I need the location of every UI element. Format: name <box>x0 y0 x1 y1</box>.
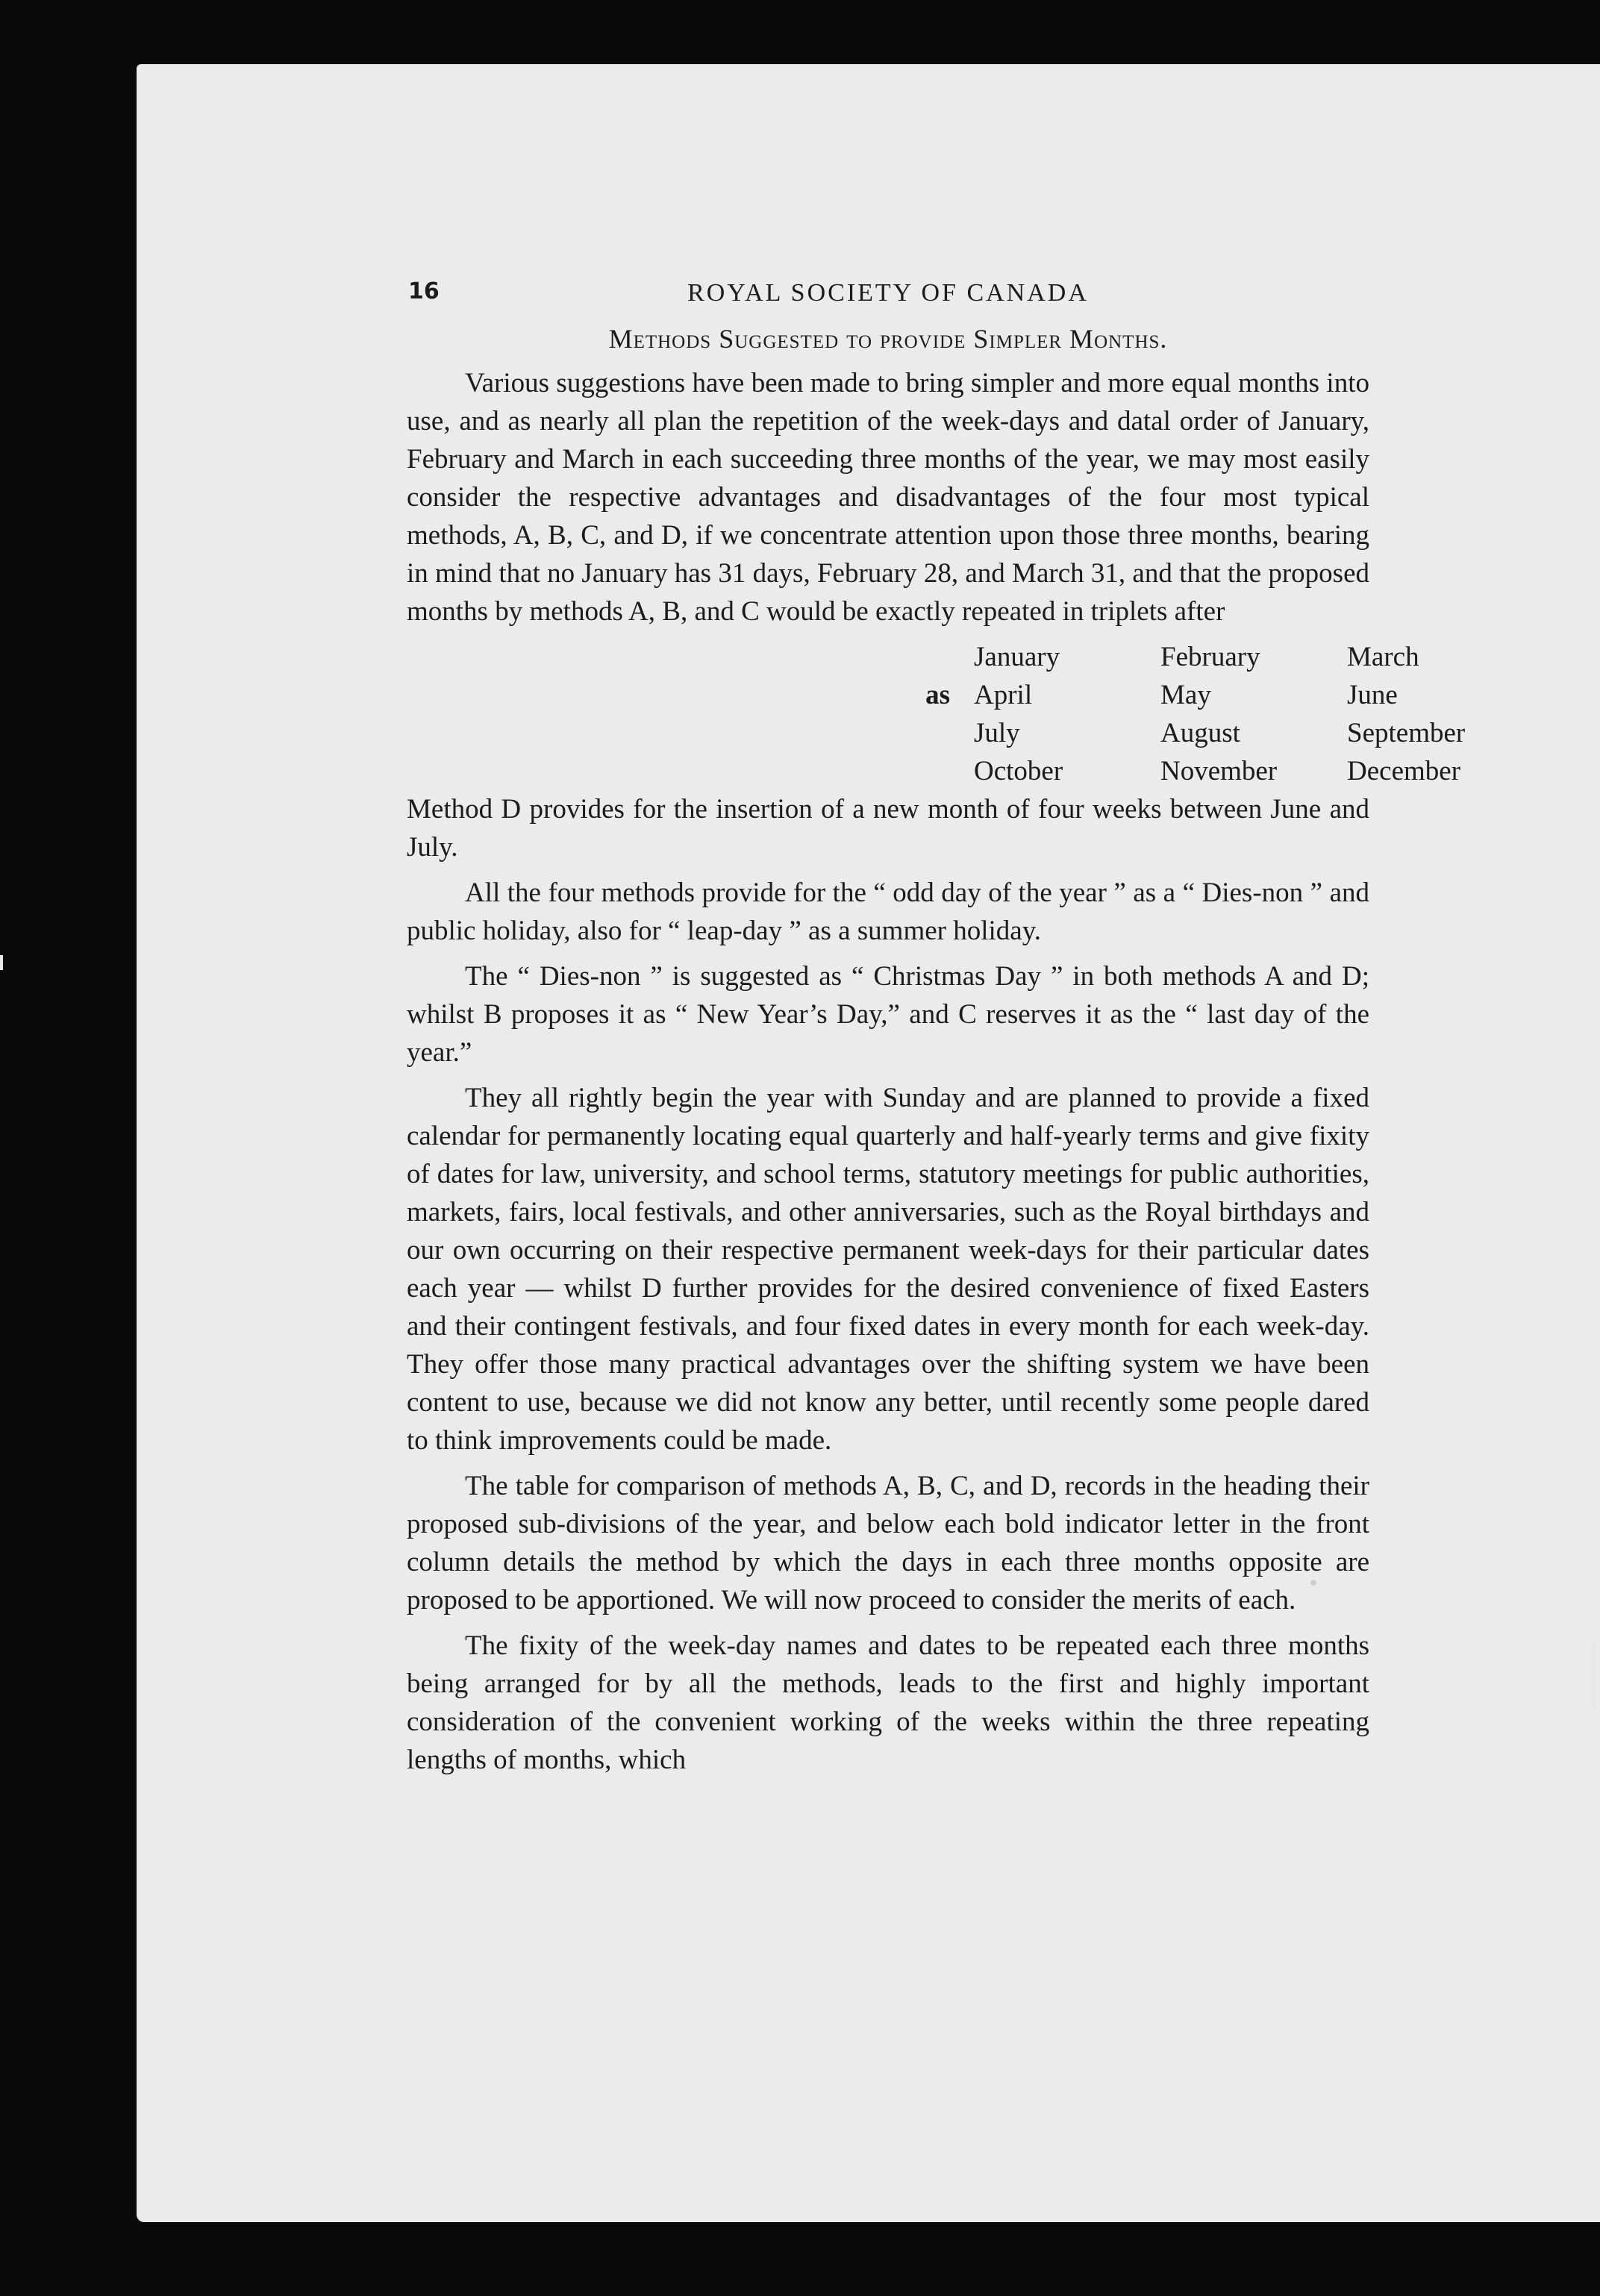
month-cell: September <box>1347 718 1466 748</box>
month-cell: December <box>1347 756 1461 786</box>
paragraph-dies-non: The “ Dies-non ” is suggested as “ Christmas Day ” in both methods A and D; whilst B proposes it as “ New Year’s Day,” and C reserves it as the “ last day of the year.” <box>407 961 1369 1068</box>
paragraph-comparison-table: The table for comparison of methods A, B, C, and D, records in the heading their proposed sub-divisions of the year, and below each bold indicator letter in the front column details the method by which the days in each three months opposite are proposed to be apportioned. We will now proceed to consider the merits of each. <box>407 1471 1369 1615</box>
months-row <box>407 676 1398 714</box>
month-cell: May <box>1160 680 1211 710</box>
months-row-lead <box>407 638 974 676</box>
months-row <box>407 638 1419 676</box>
month-cell: April <box>974 680 1033 710</box>
paragraph-week-fixity: The fixity of the week-day names and dates to be repeated each three months being arranged for by all the methods, leads to the first and highly important consideration of the convenient working of the weeks within the three repeating lengths of months, which <box>407 1630 1369 1775</box>
scan-edge-mark <box>1590 1642 1596 1709</box>
month-cell: February <box>1160 642 1260 672</box>
month-cell: January <box>974 642 1060 672</box>
paragraph-intro: Various suggestions have been made to bring simpler and more equal months into use, and as nearly all plan the repetition of the week-days and datal order of January, February and March in each succeeding three months of the year, we may most easily consider the respective advantages and disadvantages of the four most typical methods, A, B, C, and D, if we concentrate attention upon those three months, bearing in mind that no January has 31 days, February 28, and March 31, and that the proposed months by methods A, B, and C would be exactly repeated in triplets after <box>407 368 1369 627</box>
month-cell: October <box>974 756 1063 786</box>
paragraph-fixed-calendar: They all rightly begin the year with Sunday and are planned to provide a fixed calendar for permanently locating equal quarterly and half-yearly terms and give fixity of dates for law, university, and school terms, statutory meetings for public authorities, markets, fairs, local festivals, and other anniversaries, such as the Royal birthdays and our own occurring on their respective permanent week-days for their particular dates each year — whilst D further provides for the desired convenience of fixed Easters and their contingent festivals, and four fixed dates in every month for each week-day. They offer those many practical advantages over the shifting system we have been content to use, because we did not know any better, until recently some people dared to think improvements could be made. <box>407 1083 1369 1456</box>
month-cell: June <box>1347 680 1398 710</box>
page-header <box>407 265 1369 310</box>
months-row <box>407 714 1466 752</box>
paragraph-odd-day: All the four methods provide for the “ odd day of the year ” as a “ Dies-non ” and public holiday, also for “ leap-day ” as a summer holiday. <box>407 878 1369 946</box>
page-content <box>407 265 1466 1786</box>
months-row-lead <box>407 752 974 790</box>
scan-edge-mark <box>0 955 3 970</box>
month-cell: August <box>1160 718 1240 748</box>
months-row-lead: as <box>925 680 950 710</box>
month-cell: July <box>974 718 1020 748</box>
month-cell: November <box>1160 756 1278 786</box>
page-number: 16 <box>408 278 440 304</box>
months-table <box>407 638 1466 790</box>
paragraph-method-d: Method D provides for the insertion of a new month of four weeks between June and July. <box>407 794 1369 863</box>
months-row <box>407 752 1461 790</box>
running-head: ROYAL SOCIETY OF CANADA <box>687 279 1089 307</box>
months-row-lead <box>407 714 974 752</box>
section-title: Methods Suggested to provide Simpler Months. <box>608 324 1168 354</box>
month-cell: March <box>1347 642 1419 672</box>
